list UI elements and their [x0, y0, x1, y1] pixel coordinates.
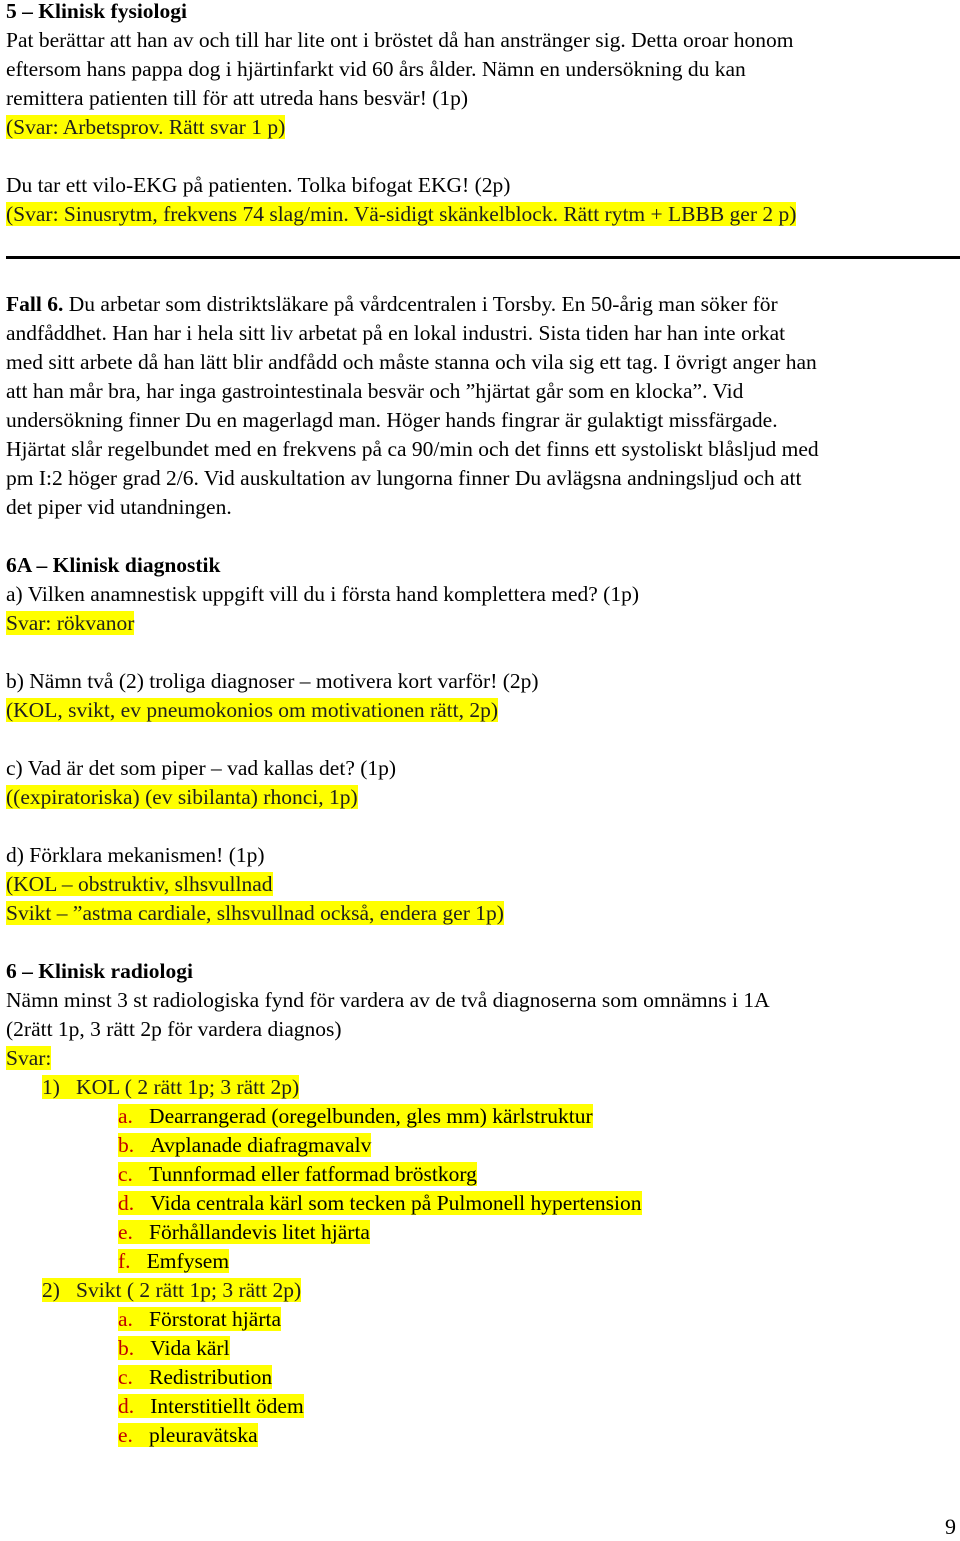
- svikt-sub-item: [118, 1363, 272, 1392]
- svikt-marker: 2): [42, 1278, 60, 1302]
- svikt-sub-text: Vida kärl: [150, 1336, 230, 1360]
- svikt-sub-marker: e.: [118, 1423, 133, 1447]
- kol-sub-marker: d.: [118, 1191, 135, 1215]
- svikt-sub-text: Redistribution: [149, 1365, 273, 1389]
- q5-text-line-2: eftersom hans pappa dog i hjärtinfarkt vid 60 års ålder. Nämn en undersökning du kan: [6, 57, 746, 81]
- kol-sub-marker: c.: [118, 1162, 133, 1186]
- svikt-sub-item: [118, 1421, 258, 1450]
- fall6-line-7: pm I:2 höger grad 2/6. Vid auskultation av lungorna finner Du avlägsna andningsljud och att: [6, 466, 802, 490]
- kol-sub-text: Avplanade diafragmavalv: [150, 1133, 372, 1157]
- kol-sub-marker: a.: [118, 1104, 133, 1128]
- fall6-line-2: andfåddhet. Han har i hela sitt liv arbetat på en lokal industri. Sista tiden har han inte orkat: [6, 321, 786, 345]
- svikt-sub-item: [118, 1334, 230, 1363]
- kol-sub-item-highlight: [118, 1191, 642, 1215]
- kol-sub-text: Vida centrala kärl som tecken på Pulmonell hypertension: [150, 1191, 642, 1215]
- svikt-label: Svikt ( 2 rätt 1p; 3 rätt 2p): [76, 1278, 302, 1302]
- kol-sub-item-highlight: [118, 1220, 370, 1244]
- fall6-label: Fall 6.: [6, 292, 64, 316]
- svikt-sub-text: pleuravätska: [149, 1423, 258, 1447]
- section-5-heading: 5 – Klinisk fysiologi: [6, 0, 187, 23]
- kol-sub-text: Tunnformad eller fatformad bröstkorg: [149, 1162, 477, 1186]
- q5-text-line-1: Pat berättar att han av och till har lite ont i bröstet då han anstränger sig. Detta oroar honom: [6, 28, 794, 52]
- q6a-question-a: a) Vilken anamnestisk uppgift vill du i första hand komplettera med? (1p): [6, 582, 640, 606]
- page-number: 9: [945, 1514, 956, 1539]
- kol-sub-item-highlight: [118, 1249, 229, 1273]
- svikt-sub-marker: b.: [118, 1336, 135, 1360]
- q6-line-1: Nämn minst 3 st radiologiska fynd för vardera av de två diagnoserna som omnämns i 1A: [6, 988, 770, 1012]
- q6a-answer-b: (KOL, svikt, ev pneumokonios om motivationen rätt, 2p): [6, 698, 499, 722]
- q6-line-2: (2rätt 1p, 3 rätt 2p för vardera diagnos): [6, 1017, 342, 1041]
- kol-sub-text: Dearrangerad (oregelbunden, gles mm) kärlstruktur: [149, 1104, 593, 1128]
- svikt-sub-marker: a.: [118, 1307, 133, 1331]
- fall6-line-3: med sitt arbete då han lätt blir andfådd och måste stanna och vila sig ett tag. I övrigt anger han: [6, 350, 817, 374]
- fall6-line-4: att han mår bra, har inga gastrointestinala besvär och ”hjärtat går som en klocka”. Vid: [6, 379, 744, 403]
- q5-answer-2: (Svar: Sinusrytm, frekvens 74 slag/min. Vä-sidigt skänkelblock. Rätt rytm + LBBB ger 2 p): [6, 202, 797, 226]
- section-divider: [6, 256, 960, 259]
- q5-answer-1: (Svar: Arbetsprov. Rätt svar 1 p): [6, 115, 286, 139]
- kol-sub-item: [118, 1247, 229, 1276]
- fall6-line-1: [6, 290, 778, 319]
- svikt-sub-item: [118, 1392, 304, 1421]
- fall6-line-5: undersökning finner Du en magerlagd man. Höger hands fingrar är gulaktigt missfärgade.: [6, 408, 778, 432]
- kol-marker: 1): [42, 1075, 60, 1099]
- q6a-answer-d-1: (KOL – obstruktiv, slhsvullnad: [6, 872, 273, 896]
- q6a-question-d: d) Förklara mekanismen! (1p): [6, 843, 265, 867]
- kol-sub-marker: b.: [118, 1133, 135, 1157]
- svikt-sub-item-highlight: [118, 1423, 258, 1447]
- fall6-line-8: det piper vid utandningen.: [6, 495, 232, 519]
- kol-sub-item: [118, 1189, 642, 1218]
- svikt-sub-item-highlight: [118, 1365, 272, 1389]
- svikt-sub-text: Interstitiellt ödem: [150, 1394, 304, 1418]
- svikt-sub-item-highlight: [118, 1307, 281, 1331]
- kol-sub-marker: e.: [118, 1220, 133, 1244]
- svikt-sub-marker: d.: [118, 1394, 135, 1418]
- kol-sub-text: Förhållandevis litet hjärta: [149, 1220, 370, 1244]
- kol-sub-text: Emfysem: [146, 1249, 230, 1273]
- q6a-answer-a: Svar: rökvanor: [6, 611, 135, 635]
- kol-sub-item-highlight: [118, 1162, 477, 1186]
- q6a-question-b: b) Nämn två (2) troliga diagnoser – motivera kort varför! (2p): [6, 669, 539, 693]
- kol-label: KOL ( 2 rätt 1p; 3 rätt 2p): [76, 1075, 300, 1099]
- svikt-sub-item-highlight: [118, 1336, 230, 1360]
- fall6-line-6: Hjärtat slår regelbundet med en frekvens på ca 90/min och det finns ett systoliskt blåsljud med: [6, 437, 819, 461]
- q5-text-line-3: remittera patienten till för att utreda hans besvär! (1p): [6, 86, 469, 110]
- q6a-answer-c: ((expiratoriska) (ev sibilanta) rhonci, 1p): [6, 785, 358, 809]
- kol-sub-item: [118, 1160, 477, 1189]
- q6-svar-label: Svar:: [6, 1046, 52, 1070]
- svikt-sub-text: Förstorat hjärta: [149, 1307, 281, 1331]
- section-6-heading: 6 – Klinisk radiologi: [6, 959, 193, 983]
- q6a-answer-d-2: Svikt – ”astma cardiale, slhsvullnad också, endera ger 1p): [6, 901, 504, 925]
- q6a-question-c: c) Vad är det som piper – vad kallas det? (1p): [6, 756, 397, 780]
- kol-sub-item-highlight: [118, 1133, 371, 1157]
- kol-sub-marker: f.: [118, 1249, 131, 1273]
- svikt-sub-item-highlight: [118, 1394, 304, 1418]
- section-6a-heading: 6A – Klinisk diagnostik: [6, 553, 221, 577]
- fall6-intro: Du arbetar som distriktsläkare på vårdcentralen i Torsby. En 50-årig man söker för: [63, 292, 778, 316]
- svikt-sub-marker: c.: [118, 1365, 133, 1389]
- kol-sub-item: [118, 1131, 371, 1160]
- kol-sub-item: [118, 1218, 370, 1247]
- kol-list-item: [42, 1075, 299, 1099]
- kol-sub-item: [118, 1102, 593, 1131]
- svikt-list-item: [42, 1278, 301, 1302]
- kol-sub-item-highlight: [118, 1104, 593, 1128]
- svikt-sub-item: [118, 1305, 281, 1334]
- q5-question-2: Du tar ett vilo-EKG på patienten. Tolka bifogat EKG! (2p): [6, 173, 511, 197]
